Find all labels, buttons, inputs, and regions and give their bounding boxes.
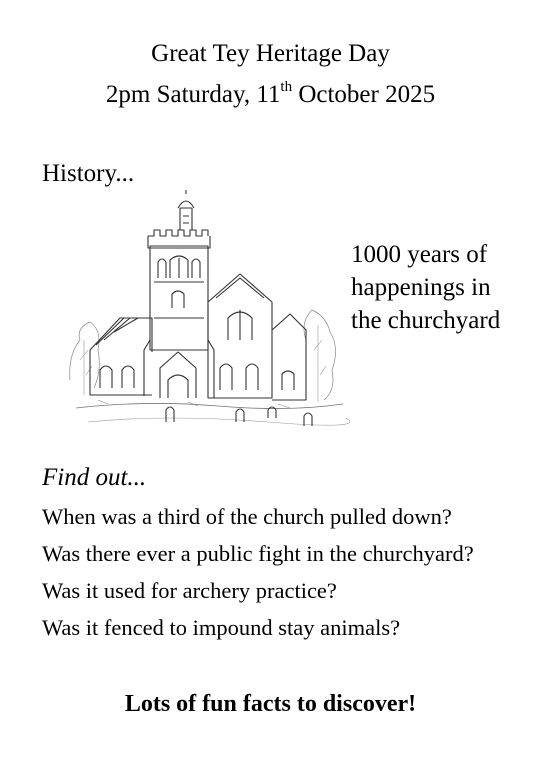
history-blurb-line: the churchyard [351, 307, 501, 334]
event-date-rest: October 2025 [292, 81, 436, 108]
history-heading: History... [42, 160, 135, 187]
church-illustration [68, 190, 350, 440]
event-date-ordinal: th [280, 78, 293, 95]
history-blurb-line: 1000 years of [351, 241, 488, 268]
question-item: Was there ever a public fight in the churchyard? [42, 541, 474, 566]
question-list [42, 502, 474, 650]
event-date-day: 2pm Saturday, 11 [105, 81, 281, 108]
history-blurb [351, 238, 500, 337]
event-date [0, 79, 541, 111]
history-blurb-line: happenings in [351, 274, 491, 301]
question-item: Was it fenced to impound stay animals? [42, 615, 401, 640]
find-out-heading: Find out... [42, 464, 147, 491]
question-item: Was it used for archery practice? [42, 578, 337, 603]
tagline: Lots of fun facts to discover! [124, 691, 417, 717]
event-title: Great Tey Heritage Day [151, 40, 390, 67]
question-item: When was a third of the church pulled down? [42, 504, 452, 529]
